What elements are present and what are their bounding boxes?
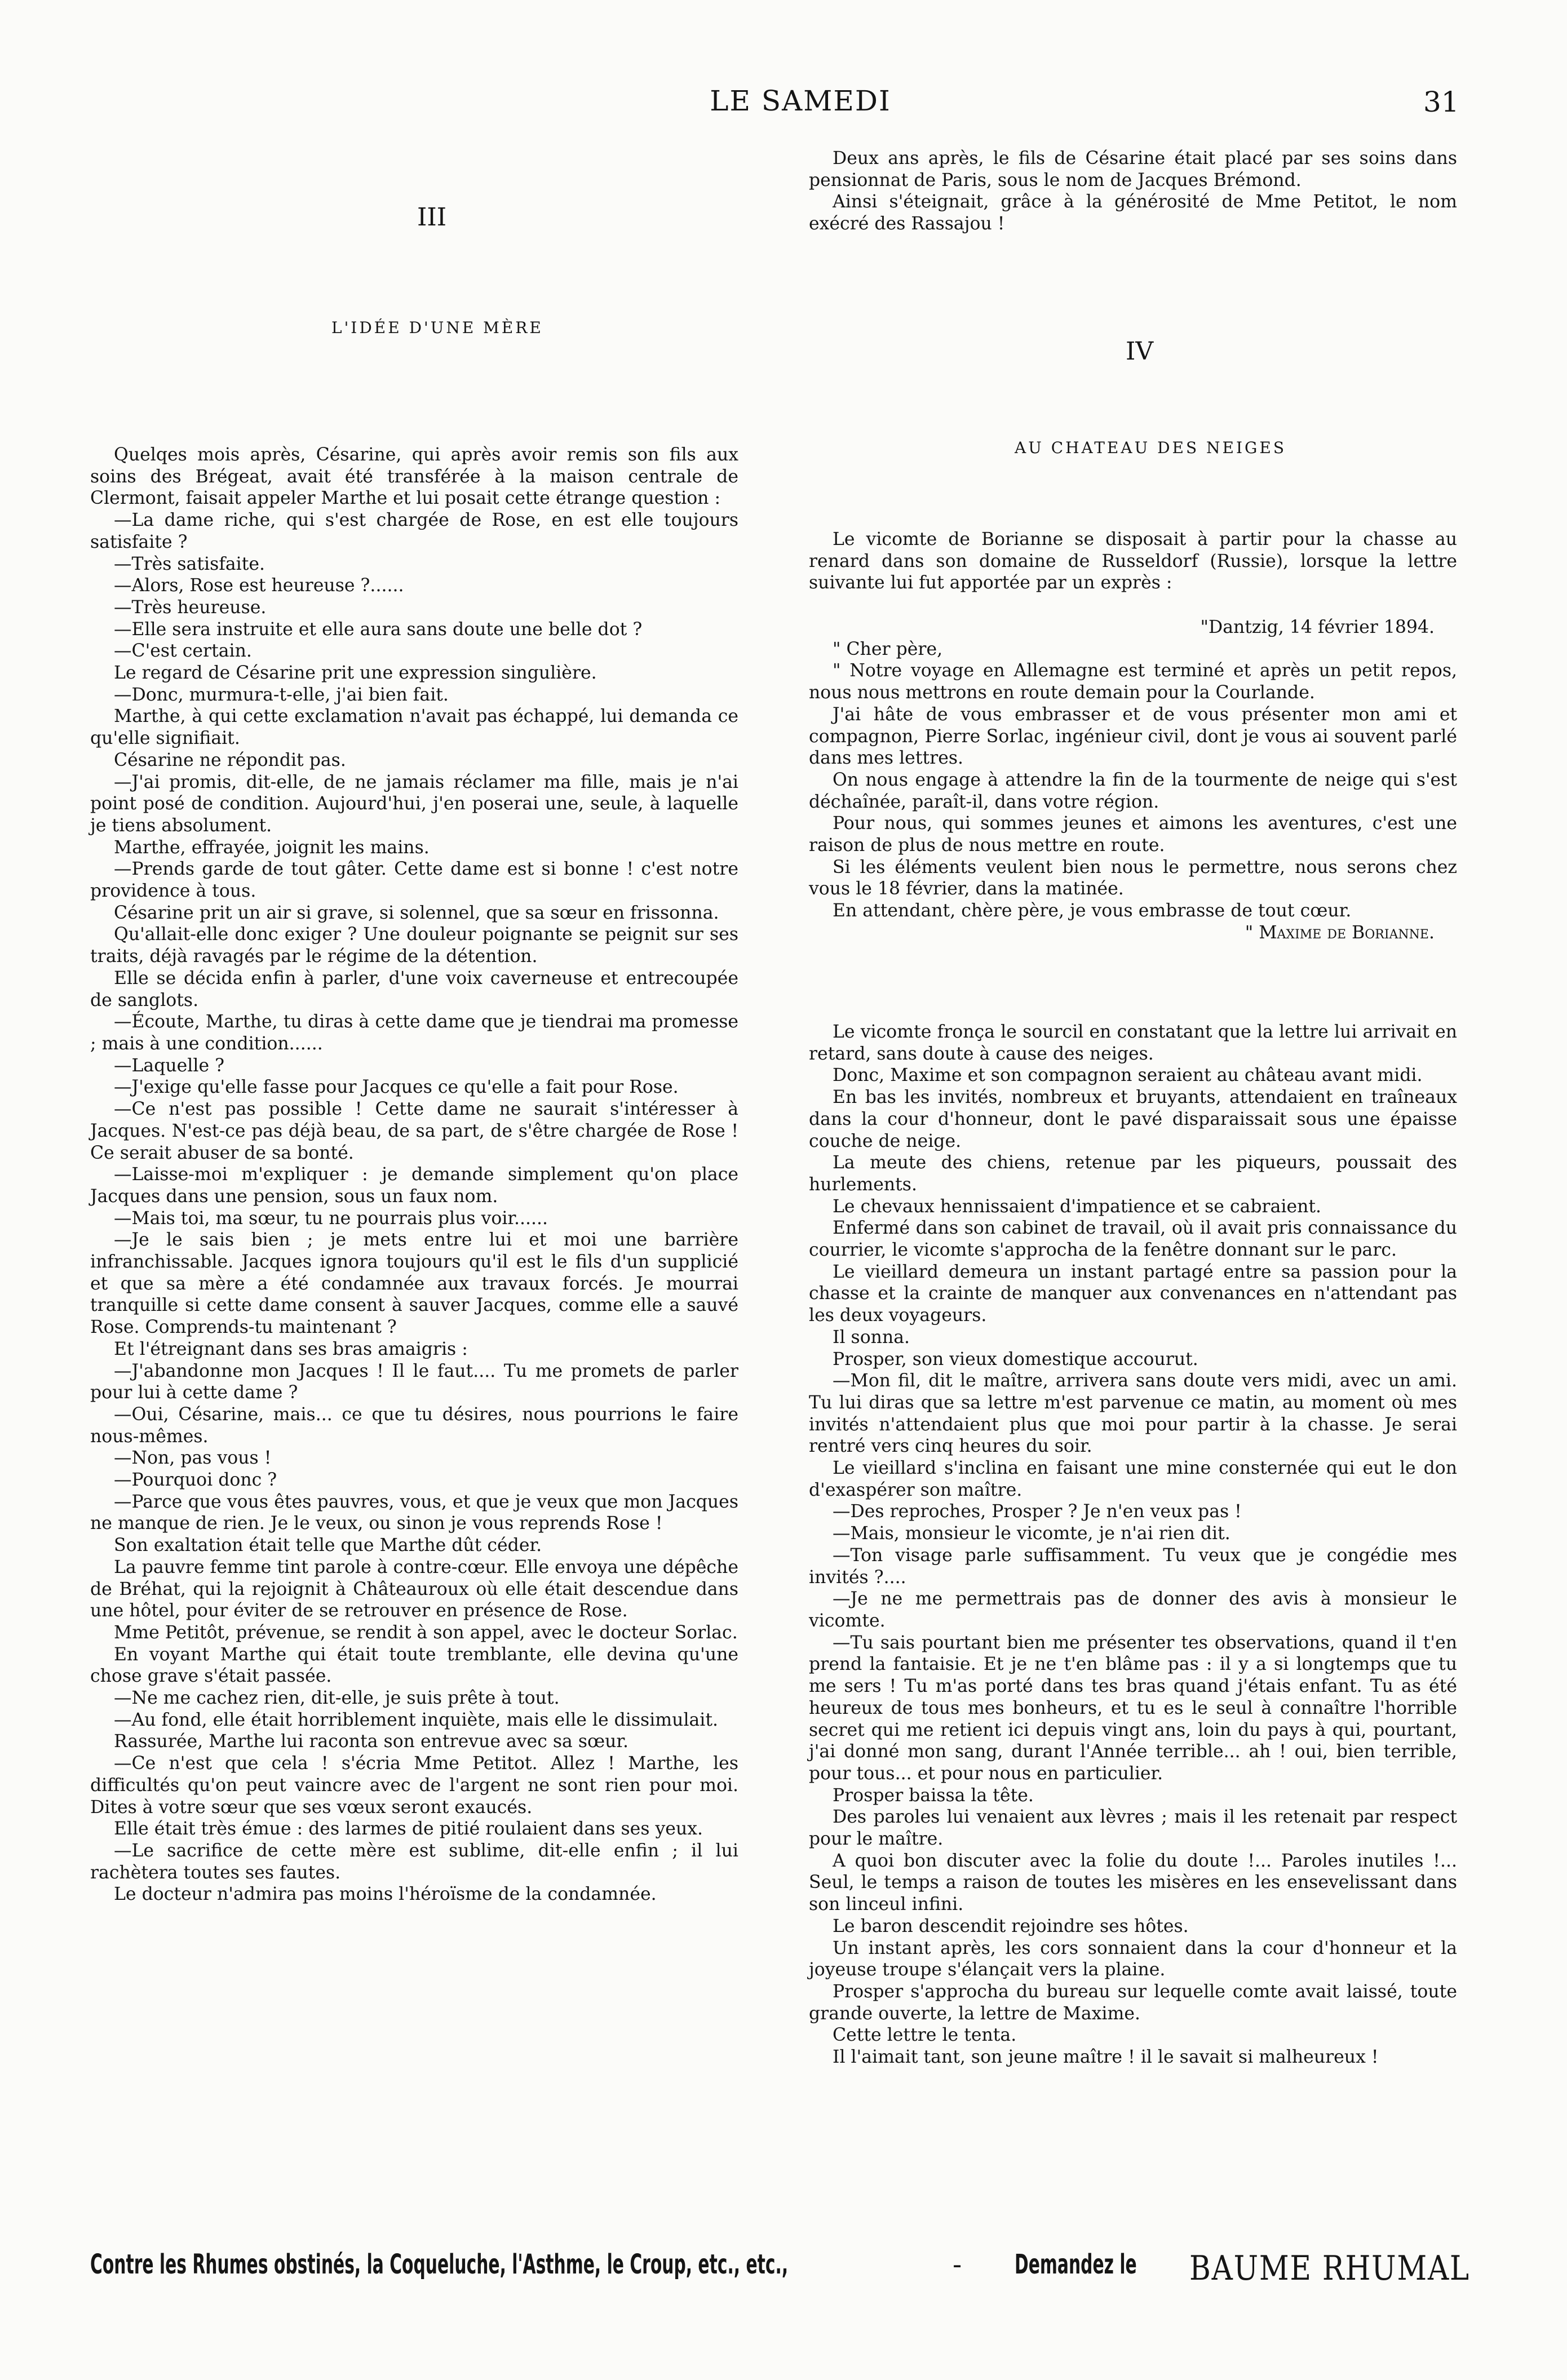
paragraph: Et l'étreignant dans ses bras amaigris :: [114, 1339, 468, 1359]
paragraph: Rassurée, Marthe lui raconta son entrevue avec sa sœur.: [114, 1731, 629, 1752]
letter-paragraph: J'ai hâte de vous embrasser et de vous présenter mon ami et compagnon, Pierre Sorlac, ingénieur civil, dont je vous ai souvent parlé dans mes lettres.: [809, 704, 1457, 769]
paragraph: —Laisse-moi m'expliquer : je demande simplement qu'on place Jacques dans une pension, sous un faux nom.: [90, 1164, 738, 1207]
letter-paragraph: Pour nous, qui sommes jeunes et aimons les aventures, c'est une raison de plus de nous mettre en route.: [809, 813, 1457, 856]
chapter-subtitle-left: L'IDÉE D'UNE MÈRE: [331, 318, 543, 337]
paragraph: —Non, pas vous !: [114, 1448, 272, 1469]
paragraph: Le chevaux hennissaient d'impatience et se cabraient.: [833, 1196, 1322, 1217]
paragraph: Donc, Maxime et son compagnon seraient au château avant midi.: [833, 1065, 1423, 1086]
paragraph: Prosper, son vieux domestique accourut.: [833, 1349, 1198, 1370]
paragraph: Le vicomte de Borianne se disposait à partir pour la chasse au renard dans son domaine de Russeldorf (Russie), lorsque la lettre suivante lui fut apportée par un exprès :: [809, 529, 1457, 593]
paragraph: Le docteur n'admira pas moins l'héroïsme de la condamnée.: [114, 1884, 657, 1905]
letter-paragraph: Si les éléments veulent bien nous le permettre, nous serons chez vous le 18 février, dans la matinée.: [809, 857, 1457, 899]
paragraph: Le baron descendit rejoindre ses hôtes.: [833, 1916, 1189, 1936]
paragraph: En bas les invités, nombreux et bruyants, attendaient en traîneaux dans la cour d'honneur, dont le pavé disparaissait sous une épaisse couche de neige.: [809, 1087, 1457, 1151]
ad-call-to-action: Demandez le: [1015, 2249, 1137, 2280]
paragraph: —Prends garde de tout gâter. Cette dame est si bonne ! c'est notre providence à tous.: [90, 859, 738, 902]
page-number: 31: [1423, 86, 1459, 118]
right-column-narration-a: [809, 529, 1457, 594]
paragraph: —C'est certain.: [114, 641, 252, 662]
paragraph: —Très heureuse.: [114, 597, 267, 618]
paragraph: La pauvre femme tint parole à contre-cœur. Elle envoya une dépêche de Bréhat, qui la rejoignit à Châteauroux où elle était descendue dans une hôtel, pour éviter de se retrouver en présence de Rose.: [90, 1557, 738, 1621]
paragraph: —Ce n'est que cela ! s'écria Mme Petitot. Allez ! Marthe, les difficultés qu'on peut vaincre avec de l'argent ne sont rien pour moi. Dites à votre sœur que ses vœux seront exaucés.: [90, 1753, 738, 1818]
paragraph: Elle se décida enfin à parler, d'une voix caverneuse et entrecoupée de sanglots.: [90, 968, 738, 1010]
paragraph: —Je ne me permettrais pas de donner des avis à monsieur le vicomte.: [809, 1589, 1457, 1631]
paragraph: —Au fond, elle était horriblement inquiète, mais elle le dissimulait.: [114, 1709, 719, 1730]
paragraph: Enfermé dans son cabinet de travail, où il avait pris connaissance du courrier, le vicomte s'approcha de la fenêtre donnant sur le parc.: [809, 1218, 1457, 1261]
paragraph: —Mais toi, ma sœur, tu ne pourrais plus voir......: [114, 1208, 548, 1229]
paragraph: —Tu sais pourtant bien me présenter tes observations, quand il t'en prend la fantaisie. Et je ne t'en blâme pas : il y a si longtemps que tu me sers ! Tu m'as porté dans tes bras quand j'étais enfant. Tu as été heureux de tous mes bonheurs, et tu es le seul à connaître l'horrible secret qui me retient ici depuis vingt ans, loin du pays à qui, pourtant, j'ai donné mon sang, durant l'Année terrible... ah ! oui, bien terrible, pour tous... et pour nous en particulier.: [809, 1632, 1457, 1784]
paragraph: Prosper baissa la tête.: [833, 1785, 1034, 1806]
paragraph: Marthe, effrayée, joignit les mains.: [114, 837, 430, 858]
paragraph: La meute des chiens, retenue par les piqueurs, poussait des hurlements.: [809, 1153, 1457, 1195]
paragraph: —Je le sais bien ; je mets entre lui et moi une barrière infranchissable. Jacques ignora toujours qu'il est le fils d'un supplicié et que sa mère a été condamnée aux travaux forcés. Je mourrai tranquille si cette dame consent à sauver Jacques, comme elle a sauvé Rose. Comprends-tu maintenant ?: [90, 1230, 738, 1338]
letter-salutation: " Cher père,: [833, 639, 943, 659]
right-column-intro: [809, 148, 1457, 235]
paragraph: —J'abandonne mon Jacques ! Il le faut.... Tu me promets de parler pour lui à cette dame ?: [90, 1360, 738, 1403]
paragraph: —Parce que vous êtes pauvres, vous, et que je veux que mon Jacques ne manque de rien. Je le veux, ou sinon je vous reprends Rose !: [90, 1491, 738, 1534]
paragraph: Marthe, à qui cette exclamation n'avait pas échappé, lui demanda ce qu'elle signifiait.: [90, 706, 738, 749]
paragraph: —Mon fil, dit le maître, arrivera sans doute vers midi, avec un ami. Tu lui diras que sa lettre m'est parvenue ce matin, au moment où mes invités n'attendaient plus que moi pour partir à la chasse. Je serai rentré vers cinq heures du soir.: [809, 1371, 1457, 1457]
ad-product-name: BAUME RHUMAL: [1189, 2249, 1470, 2288]
left-column-text: [90, 444, 738, 1905]
paragraph: Ainsi s'éteignait, grâce à la générosité de Mme Petitot, le nom exécré des Rassajou !: [809, 192, 1457, 234]
letter-date: "Dantzig, 14 février 1894.: [1200, 617, 1435, 637]
letter-paragraph: " Notre voyage en Allemagne est terminé et après un petit repos, nous nous mettrons en route demain pour la Courlande.: [809, 661, 1457, 703]
paragraph: Deux ans après, le fils de Césarine était placé par ses soins dans pensionnat de Paris, sous le nom de Jacques Brémond.: [809, 148, 1457, 190]
paragraph: —Écoute, Marthe, tu diras à cette dame que je tiendrai ma promesse ; mais à une condition......: [90, 1012, 738, 1054]
paragraph: —Laquelle ?: [114, 1055, 224, 1076]
paragraph: —Oui, Césarine, mais... ce que tu désires, nous pourrions le faire nous-mêmes.: [90, 1404, 738, 1447]
paragraph: Qu'allait-elle donc exiger ? Une douleur poignante se peignit sur ses traits, déjà ravagés par le régime de la détention.: [90, 924, 738, 967]
paragraph: En voyant Marthe qui était toute tremblante, elle devina qu'une chose grave s'était passée.: [90, 1644, 738, 1687]
paragraph: Le vieillard s'inclina en faisant une mine consternée qui eut le don d'exaspérer son maître.: [809, 1458, 1457, 1500]
paragraph: Il sonna.: [833, 1327, 910, 1348]
paragraph: —Donc, murmura-t-elle, j'ai bien fait.: [114, 684, 449, 705]
right-column-narration-b: [809, 1021, 1457, 2068]
ad-remedy-claim: Contre les Rhumes obstinés, la Coqueluche, l'Asthme, le Croup, etc., etc.,: [90, 2249, 789, 2280]
paragraph: Le vicomte fronça le sourcil en constatant que la lettre lui arrivait en retard, sans doute à cause des neiges.: [809, 1022, 1457, 1064]
paragraph: Le vieillard demeura un instant partagé entre sa passion pour la chasse et la crainte de manquer aux convenances en n'attendant pas les deux voyageurs.: [809, 1261, 1457, 1326]
ad-dash: -: [953, 2249, 962, 2280]
letter-body: [809, 660, 1457, 921]
paragraph: A quoi bon discuter avec la folie du doute !... Paroles inutiles !... Seul, le temps a raison de toutes les misères en les ensevelissant dans son linceul infini.: [809, 1850, 1457, 1915]
letter-block: [809, 617, 1457, 944]
paragraph: Elle était très émue : des larmes de pitié roulaient dans ses yeux.: [114, 1819, 703, 1840]
paragraph: Son exaltation était telle que Marthe dût céder.: [114, 1535, 542, 1556]
letter-paragraph: En attendant, chère père, je vous embrasse de tout cœur.: [833, 901, 1352, 921]
paragraph: Césarine ne répondit pas.: [114, 750, 346, 770]
advertisement-strip: [90, 2249, 1494, 2299]
paragraph: Un instant après, les cors sonnaient dans la cour d'honneur et la joyeuse troupe s'élançait vers la plaine.: [809, 1938, 1457, 1980]
chapter-subtitle-right: AU CHATEAU DES NEIGES: [1015, 438, 1287, 457]
paragraph: —Elle sera instruite et elle aura sans doute une belle dot ?: [114, 619, 643, 640]
page-header-title: LE SAMEDI: [710, 85, 891, 117]
paragraph: —Pourquoi donc ?: [114, 1470, 277, 1491]
paragraph: —Des reproches, Prosper ? Je n'en veux pas !: [833, 1501, 1242, 1522]
paragraph: Prosper s'approcha du bureau sur lequelle comte avait laissé, toute grande ouverte, la lettre de Maxime.: [809, 1981, 1457, 2024]
paragraph: Des paroles lui venaient aux lèvres ; mais il les retenait par respect pour le maître.: [809, 1807, 1457, 1850]
paragraph: Quelqes mois après, Césarine, qui après avoir remis son fils aux soins des Brégeat, avait été transférée à la maison centrale de Clermont, faisait appeler Marthe et lui posait cette étrange question :: [90, 445, 738, 509]
paragraph: —Ce n'est pas possible ! Cette dame ne saurait s'intéresser à Jacques. N'est-ce pas déjà beau, de sa part, de s'être chargée de Rose ! Ce serait abuser de sa bonté.: [90, 1099, 738, 1163]
paragraph: —La dame riche, qui s'est chargée de Rose, en est elle toujours satisfaite ?: [90, 510, 738, 552]
paragraph: Césarine prit un air si grave, si solennel, que sa sœur en frissonna.: [114, 902, 719, 923]
letter-paragraph: On nous engage à attendre la fin de la tourmente de neige qui s'est déchaînée, paraît-il, dans votre région.: [809, 769, 1457, 812]
paragraph: —J'ai promis, dit-elle, de ne jamais réclamer ma fille, mais je n'ai point posé de condition. Aujourd'hui, j'en poserai une, seule, à laquelle je tiens absolument.: [90, 772, 738, 836]
chapter-number-iii: III: [417, 203, 447, 232]
paragraph: —Ne me cachez rien, dit-elle, je suis prête à tout.: [114, 1688, 560, 1709]
paragraph: —Mais, monsieur le vicomte, je n'ai rien dit.: [833, 1523, 1230, 1544]
letter-signature: " Maxime de Borianne.: [1245, 922, 1435, 943]
paragraph: —Très satisfaite.: [114, 553, 265, 574]
paragraph: —Alors, Rose est heureuse ?......: [114, 575, 404, 596]
paragraph: Le regard de Césarine prit une expression singulière.: [114, 663, 597, 684]
paragraph: —Le sacrifice de cette mère est sublime, dit-elle enfin ; il lui rachètera toutes ses fautes.: [90, 1841, 738, 1883]
paragraph: Il l'aimait tant, son jeune maître ! il le savait si malheureux !: [833, 2047, 1379, 2068]
paragraph: —Ton visage parle suffisamment. Tu veux que je congédie mes invités ?....: [809, 1545, 1457, 1588]
chapter-number-iv: IV: [1126, 337, 1154, 366]
paragraph: Mme Petitôt, prévenue, se rendit à son appel, avec le docteur Sorlac.: [114, 1622, 738, 1643]
paragraph: Cette lettre le tenta.: [833, 2025, 1017, 2046]
paragraph: —J'exige qu'elle fasse pour Jacques ce qu'elle a fait pour Rose.: [114, 1077, 679, 1098]
